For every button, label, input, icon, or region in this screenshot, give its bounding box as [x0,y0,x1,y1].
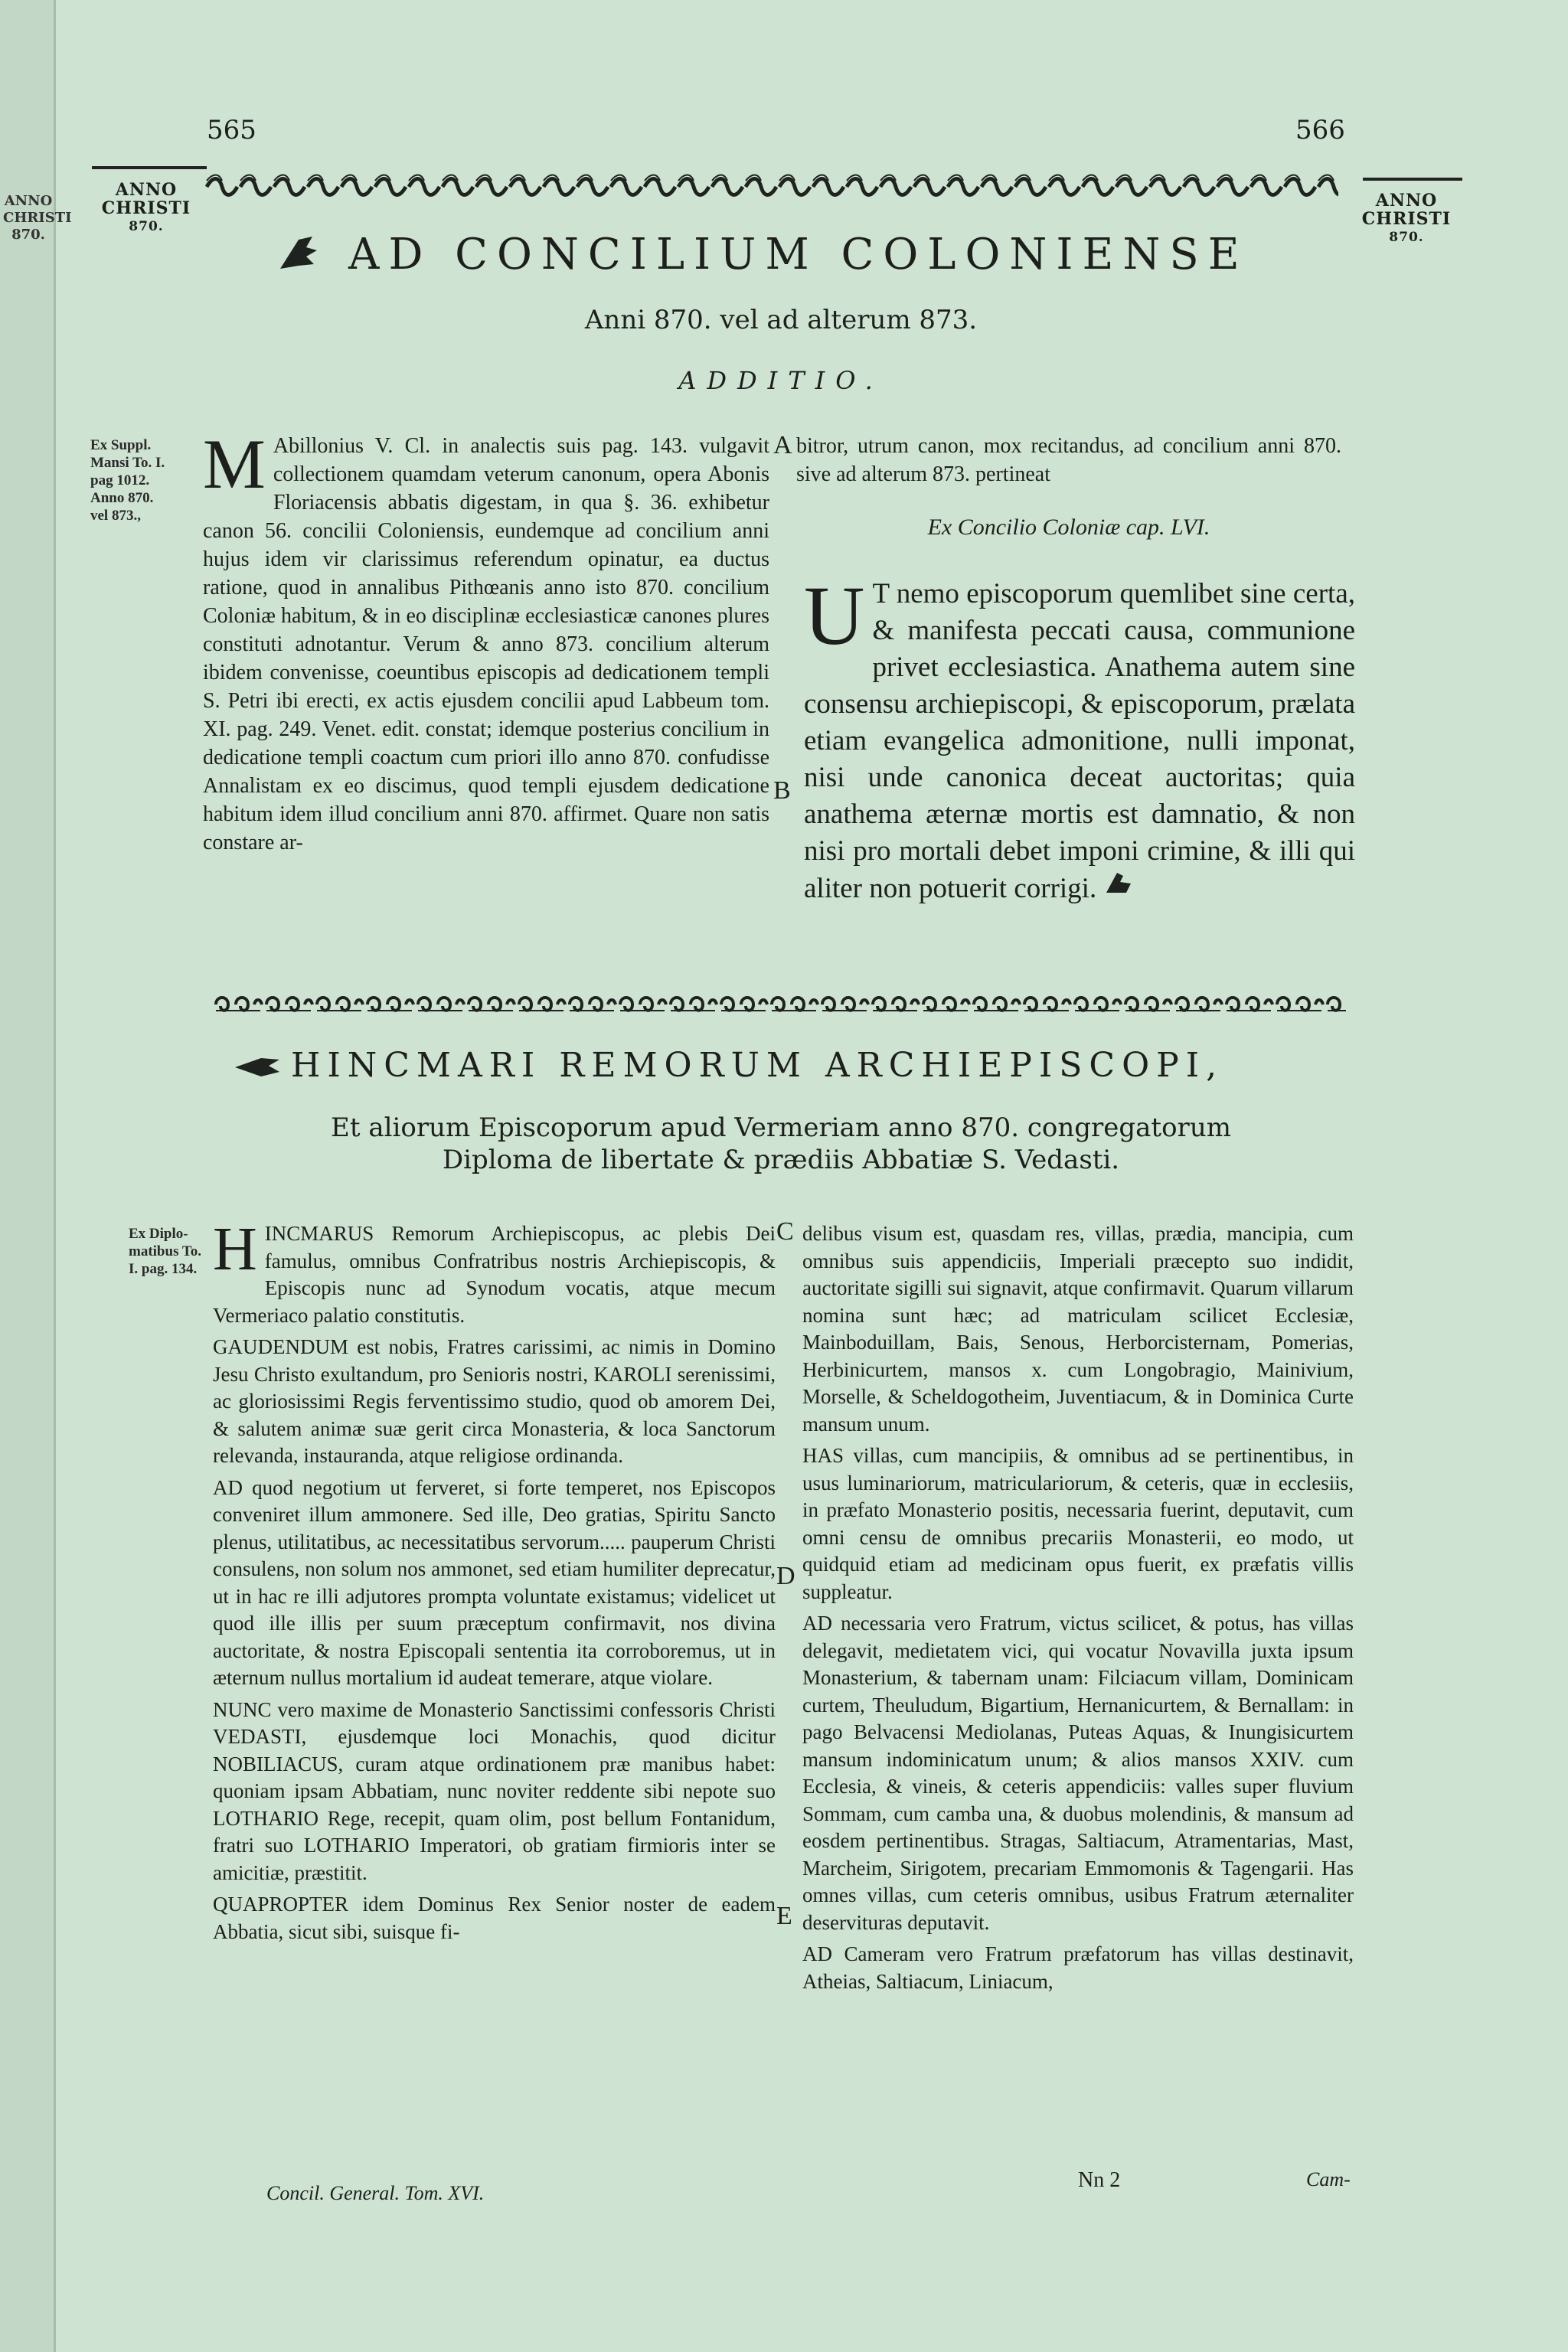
page-number-left: 565 [207,115,256,145]
pointing-hand-icon [1103,870,1134,907]
binding-gutter [0,0,72,2352]
section1-side-note [90,436,190,524]
coloniae-heading: Ex Concilio Coloniæ cap. LVI. [927,514,1210,540]
gutter-line: 870. [11,227,45,243]
header-rule-left [92,166,207,169]
paragraph: NUNC vero maxime de Monasterio Sanctissimi confessoris Christi VEDASTI, ejusdemque loci Monachis, quod dicitur NOBILIACUS, curam atque ordinationem præ manibus habet: quoniam ipsam Abbatiam, nunc noviter reddente sibi nepote suo LOTHARIO Rege, recepit, quam olim, post bellum Fontanidum, fratri suo LOTHARIO Imperatori, ob gratiam firmioris inter se amicitiæ, præstitit. [213,1697,776,1884]
paragraph: AD quod negotium ut ferveret, si forte temperet, nos Episcopos conveniret illum ammonere. Sed ille, Deo gratias, Spiritu Sancto plenus, utilitatibus, ac necessitatibus servorum..... pauperum Christi consulens, non solum nos ammonet, sed etiam humiliter deprecatur, ut in hac re illi adjutores prompta voluntate existamus; videlicet ut quod ille illis per suum præceptum confirmavit, nos divina auctoritate, & nostra Episcopali sententia ita corroboremus, ut in æternum nullus mortalium id audeat temerare, atque violare. [213,1475,776,1689]
anno-christi-left [96,181,196,236]
side-note-line: matibus To. [129,1243,202,1259]
side-note-line: I. pag. 134. [129,1261,198,1277]
margin-marker-d: D [776,1562,795,1590]
anno-line: ANNO [1375,191,1438,211]
ornament-scroll-icon [213,988,1346,1021]
side-note-line: Anno 870. [90,490,154,506]
signature-mark: Nn 2 [1078,2168,1121,2192]
section1-left-text: Abillonius V. Cl. in analectis suis pag. 143. vulgavit collectionem quamdam veterum canonum, opera Abonis Floriacensis abbatis digestam, in qua §. 36. exhibetur canon 56. concilii Coloniensis, eundemque ad concilium anni hujus idem vir clarissimus referendum opinatur, ea ductus ratione, quod in annalibus Pithœanis anno isto 870. concilium Coloniæ habitum, & in eo disciplinæ ecclesiasticæ canones plures constituti adnotantur. Verum & anno 873. concilium alterum ibidem convenisse, coeuntibus episcopis ad dedicationem templi S. Petri ibi erecti, ex actis ejusdem concilii apud Labbeum tom. XI. pag. 249. Venet. edit. constat; idemque posterius concilium in dedicatione templi coactum cum priori illo anno 870. confudisse Annalistam ex eo discimus, quod templi ejusdem dedicatione habitum idem illud concilium anni 870. affirmet. Quare non satis constare ar- [203,434,769,854]
paragraph: delibus visum est, quasdam res, villas, prædia, mancipia, cum omnibus suis appendiciis, Imperiali præcepto suo indidit, auctoritate sigilli sui signavit, atque confirmavit. Quarum villarum nomina sunt hæc; ad matriculam scilicet Ecclesiæ, Mainboduillam, Bais, Senous, Herborcisternam, Pomerias, Herbinicurtem, mansos x. cum Longobragio, Mainivium, Morselle, & Scheldogotheim, Juventiacum, & in Dominica Curte mansum unum. [802,1222,1354,1436]
footer-volume: Concil. General. Tom. XVI. [266,2182,485,2204]
margin-marker-a: A [773,431,792,459]
paragraph [213,1216,776,1329]
canon-body: T nemo episcoporum quemlibet sine certa, & manifesta peccati causa, communione privet ecclesiastica. Anathema autem sine consensu archiepiscopi, & episcoporum, prælata etiam evangelica admonitione, nulli imponat, nisi unde canonica deceat auctoritas; quia anathema æternæ mortis est damnatio, & non nisi pro mortali debet imponi crimine, & illi qui aliter non potuerit corrigi. [804,578,1355,904]
page-number-right: 566 [1295,115,1345,145]
paragraph-text: INCMARUS Remorum Archiepiscopus, ac plebis Dei famulus, omnibus Confratribus nostris Archiepiscopis, & Episcopis nunc ad Synodum vocatis, atque mecum Vermeriaco palatio constitutis. [213,1222,776,1327]
section2-subtitle-line1: Et aliorum Episcoporum apud Vermeriam anno 870. congregatorum [331,1112,1231,1143]
paragraph: AD necessaria vero Fratrum, victus scilicet, & potus, has villas delegavit, medietatem vici, qui vocatur Novavilla juxta ipsum Monasterium, & tabernam unam: Filciacum villam, Dominicam curtem, Theuludum, Bigartium, Hernanicurtem, & Bernallam: in pago Belvacensi Mediolanas, Puteas Aquas, & Inungisicurtem mansum indominicatum unum; & alios mansos XXIV. cum Ecclesia, & vineis, & ceteris appendiciis: valles super fluvium Sommam, cum camba una, & duobus molendinis, & mansum ad eosdem pertinentibus. Stragas, Saltiacum, Atramentarias, Mast, Marcheim, Sirigotem, precariam Emmomonis & Tagengarii. Has omnes villas, cum ceteris omnibus, usibus Fratrum æternaliter deservituras deputavit. [802,1612,1354,1934]
section1-subtitle: Anni 870. vel ad alterum 873. [584,305,978,335]
anno-line: CHRISTI [1361,209,1452,229]
gutter-line: CHRISTI [3,210,72,226]
header-ornament-band [205,172,1338,202]
paragraph: QUAPROPTER idem Dominus Rex Senior noster de eadem Abbatia, sicut sibi, suisque fi- [213,1893,776,1943]
ornament-band-icon [205,172,1338,202]
anno-line: CHRISTI [101,198,191,218]
canon-text [804,569,1355,907]
dropcap-u: U [804,569,865,662]
manicule-icon [276,234,322,279]
side-note-line: Ex Suppl. [90,437,152,453]
dropcap-h: H [213,1216,257,1283]
side-note-line: pag 1012. [90,472,150,488]
gutter-line: ANNO [4,193,53,209]
anno-line: 870. [129,219,164,234]
section2-left-column [213,1216,776,1950]
margin-marker-e: E [776,1902,792,1930]
catchword: Cam- [1306,2168,1351,2190]
section1-left-column [203,425,769,857]
margin-marker-b: B [773,776,791,805]
section1-right-intro: bitror, utrum canon, mox recitandus, ad concilium anni 870. sive ad alterum 873. pertineat [796,434,1341,486]
section2-title: HINCMARI REMORUM ARCHIEPISCOPI, [291,1046,1224,1085]
section2-subtitle-line2: Diploma de libertate & prædiis Abbatiæ S. Vedasti. [442,1145,1120,1175]
margin-marker-c: C [776,1217,794,1246]
section2-right-column [802,1220,1354,2000]
side-note-line: Ex Diplo- [129,1226,188,1242]
additio-heading: ADDITIO. [678,366,884,395]
anno-line: 870. [1389,230,1424,245]
anno-line: ANNO [115,180,178,200]
manicule-icon [234,1054,283,1084]
dropcap-m: M [203,425,266,503]
side-note-line: vel 873., [90,508,141,524]
paragraph: AD Cameram vero Fratrum præfatorum has villas destinavit, Atheias, Saltiacum, Liniacum, [802,1942,1354,1993]
paragraph: HAS villas, cum mancipiis, & omnibus ad se pertinentibus, in usus luminariorum, matriculariorum, & ceteris, quæ in ecclesiis, in præfato Monasterio positis, necessaria fuerint, deputavit, cum omni censu de omnibus precariis Monasterii, eo modo, ut quidquid etiam ad medicinam opus fuerit, ex præfatis villis suppleatur. [802,1444,1354,1603]
section2-side-note [129,1225,213,1278]
section1-title: AD CONCILIUM COLONIENSE [348,230,1249,279]
paragraph: GAUDENDUM est nobis, Fratres carissimi, ac nimis in Domino Jesu Christo exultandum, pro Senioris nostri, KAROLI serenissimi, ac gloriosissimi Regis ferventissimo studio, quod ob amorem Dei, & salutem animæ suæ gerit circa Monasteria, & loca Sanctorum relevanda, instauranda, atque religiose ordinanda. [213,1335,776,1467]
middle-ornament-band [213,988,1346,1021]
side-note-line: Mansi To. I. [90,455,165,471]
header-rule-right [1363,178,1462,181]
gutter-anno-note [3,193,72,243]
